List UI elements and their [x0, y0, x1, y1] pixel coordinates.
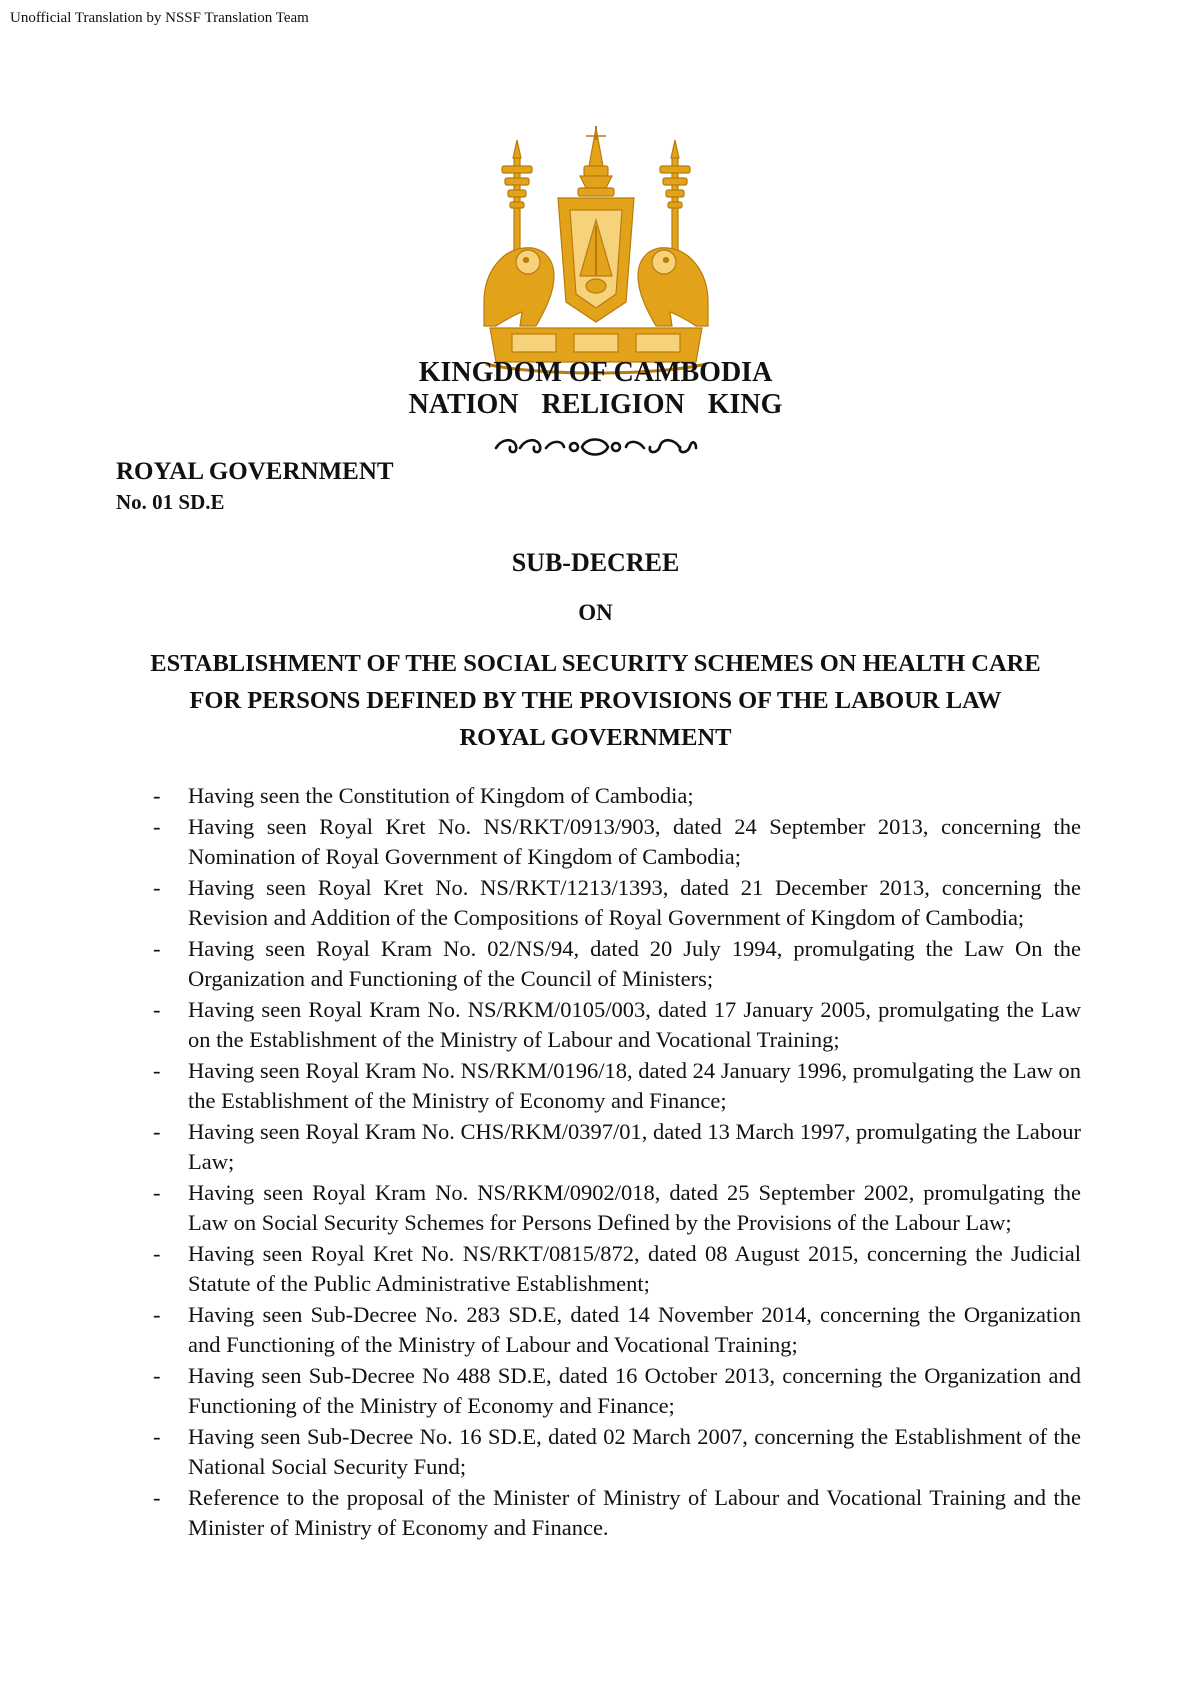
list-item — [145, 781, 1081, 812]
list-item — [145, 1056, 1081, 1117]
list-item-text: Having seen the Constitution of Kingdom of Cambodia; — [188, 783, 694, 808]
subject-line: FOR PERSONS DEFINED BY THE PROVISIONS OF THE LABOUR LAW — [189, 687, 1002, 714]
list-bullet: - — [153, 935, 161, 961]
list-item — [145, 934, 1081, 995]
list-item — [145, 1239, 1081, 1300]
subject-line: ROYAL GOVERNMENT — [459, 724, 732, 751]
list-item — [145, 1117, 1081, 1178]
list-item — [145, 1300, 1081, 1361]
list-bullet: - — [153, 1484, 161, 1510]
flourish-divider-icon — [490, 436, 700, 458]
list-item-text: Having seen Royal Kret No. NS/RKT/0913/903, dated 24 September 2013, concerning the Nomination of Royal Government of Kingdom of Cambodia; — [188, 813, 1081, 869]
list-bullet: - — [153, 1423, 161, 1449]
decree-number: No. 01 SD.E — [116, 490, 225, 514]
list-bullet: - — [153, 1118, 161, 1144]
list-item — [145, 1483, 1081, 1544]
watermark-text: Unofficial Translation by NSSF Translation Team — [10, 10, 309, 26]
list-item — [145, 873, 1081, 934]
list-item-text: Having seen Royal Kram No. CHS/RKM/0397/01, dated 13 March 1997, promulgating the Labour Law; — [188, 1118, 1081, 1174]
list-bullet: - — [153, 783, 161, 808]
list-item — [145, 1422, 1081, 1483]
list-item-text: Having seen Royal Kram No. NS/RKM/0902/018, dated 25 September 2002, promulgating the Law on Social Security Schemes for Persons Defined by the Provisions of the Labour Law; — [188, 1179, 1081, 1235]
list-bullet: - — [153, 1057, 161, 1083]
list-item — [145, 1178, 1081, 1239]
document-title: SUB-DECREE — [511, 548, 680, 577]
list-item — [145, 1361, 1081, 1422]
kingdom-heading: KINGDOM OF CAMBODIA — [418, 357, 773, 388]
list-bullet: - — [153, 996, 161, 1022]
list-item-text: Having seen Royal Kram No. 02/NS/94, dated 20 July 1994, promulgating the Law On the Organization and Functioning of the Council of Ministers; — [188, 935, 1081, 991]
list-item-text: Having seen Royal Kram No. NS/RKM/0105/003, dated 17 January 2005, promulgating the Law on the Establishment of the Ministry of Labour and Vocational Training; — [188, 996, 1081, 1052]
list-item — [145, 995, 1081, 1056]
list-bullet: - — [153, 1362, 161, 1388]
list-item-text: Having seen Sub-Decree No. 283 SD.E, dated 14 November 2014, concerning the Organization and Functioning of the Ministry of Labour and Vocational Training; — [188, 1301, 1081, 1357]
list-bullet: - — [153, 1240, 161, 1266]
list-bullet: - — [153, 813, 161, 839]
list-bullet: - — [153, 874, 161, 900]
list-item-text: Reference to the proposal of the Minister of Ministry of Labour and Vocational Training and the Minister of Ministry of Economy and Finance. — [188, 1484, 1081, 1540]
list-bullet: - — [153, 1301, 161, 1327]
list-item-text: Having seen Royal Kram No. NS/RKM/0196/18, dated 24 January 1996, promulgating the Law on the Establishment of the Ministry of Economy and Finance; — [188, 1057, 1081, 1113]
decree-subject — [110, 645, 1081, 756]
subject-line: ESTABLISHMENT OF THE SOCIAL SECURITY SCHEMES ON HEALTH CARE — [150, 650, 1041, 677]
list-item-text: Having seen Royal Kret No. NS/RKT/0815/872, dated 08 August 2015, concerning the Judicial Statute of the Public Administrative Establishment; — [188, 1240, 1081, 1296]
preamble-list — [145, 781, 1081, 1544]
list-item-text: Having seen Royal Kret No. NS/RKT/1213/1393, dated 21 December 2013, concerning the Revision and Addition of the Compositions of Royal Government of Kingdom of Cambodia; — [188, 874, 1081, 930]
issuer-name: ROYAL GOVERNMENT — [116, 458, 394, 485]
royal-coat-of-arms-icon — [476, 126, 716, 376]
title-connector: ON — [578, 600, 613, 625]
list-item — [145, 812, 1081, 873]
list-item-text: Having seen Sub-Decree No 488 SD.E, dated 16 October 2013, concerning the Organization and Functioning of the Ministry of Economy and Finance; — [188, 1362, 1081, 1418]
list-item-text: Having seen Sub-Decree No. 16 SD.E, dated 02 March 2007, concerning the Establishment of the National Social Security Fund; — [188, 1423, 1081, 1479]
list-bullet: - — [153, 1179, 161, 1205]
national-motto: NATION RELIGION KING — [408, 389, 783, 420]
